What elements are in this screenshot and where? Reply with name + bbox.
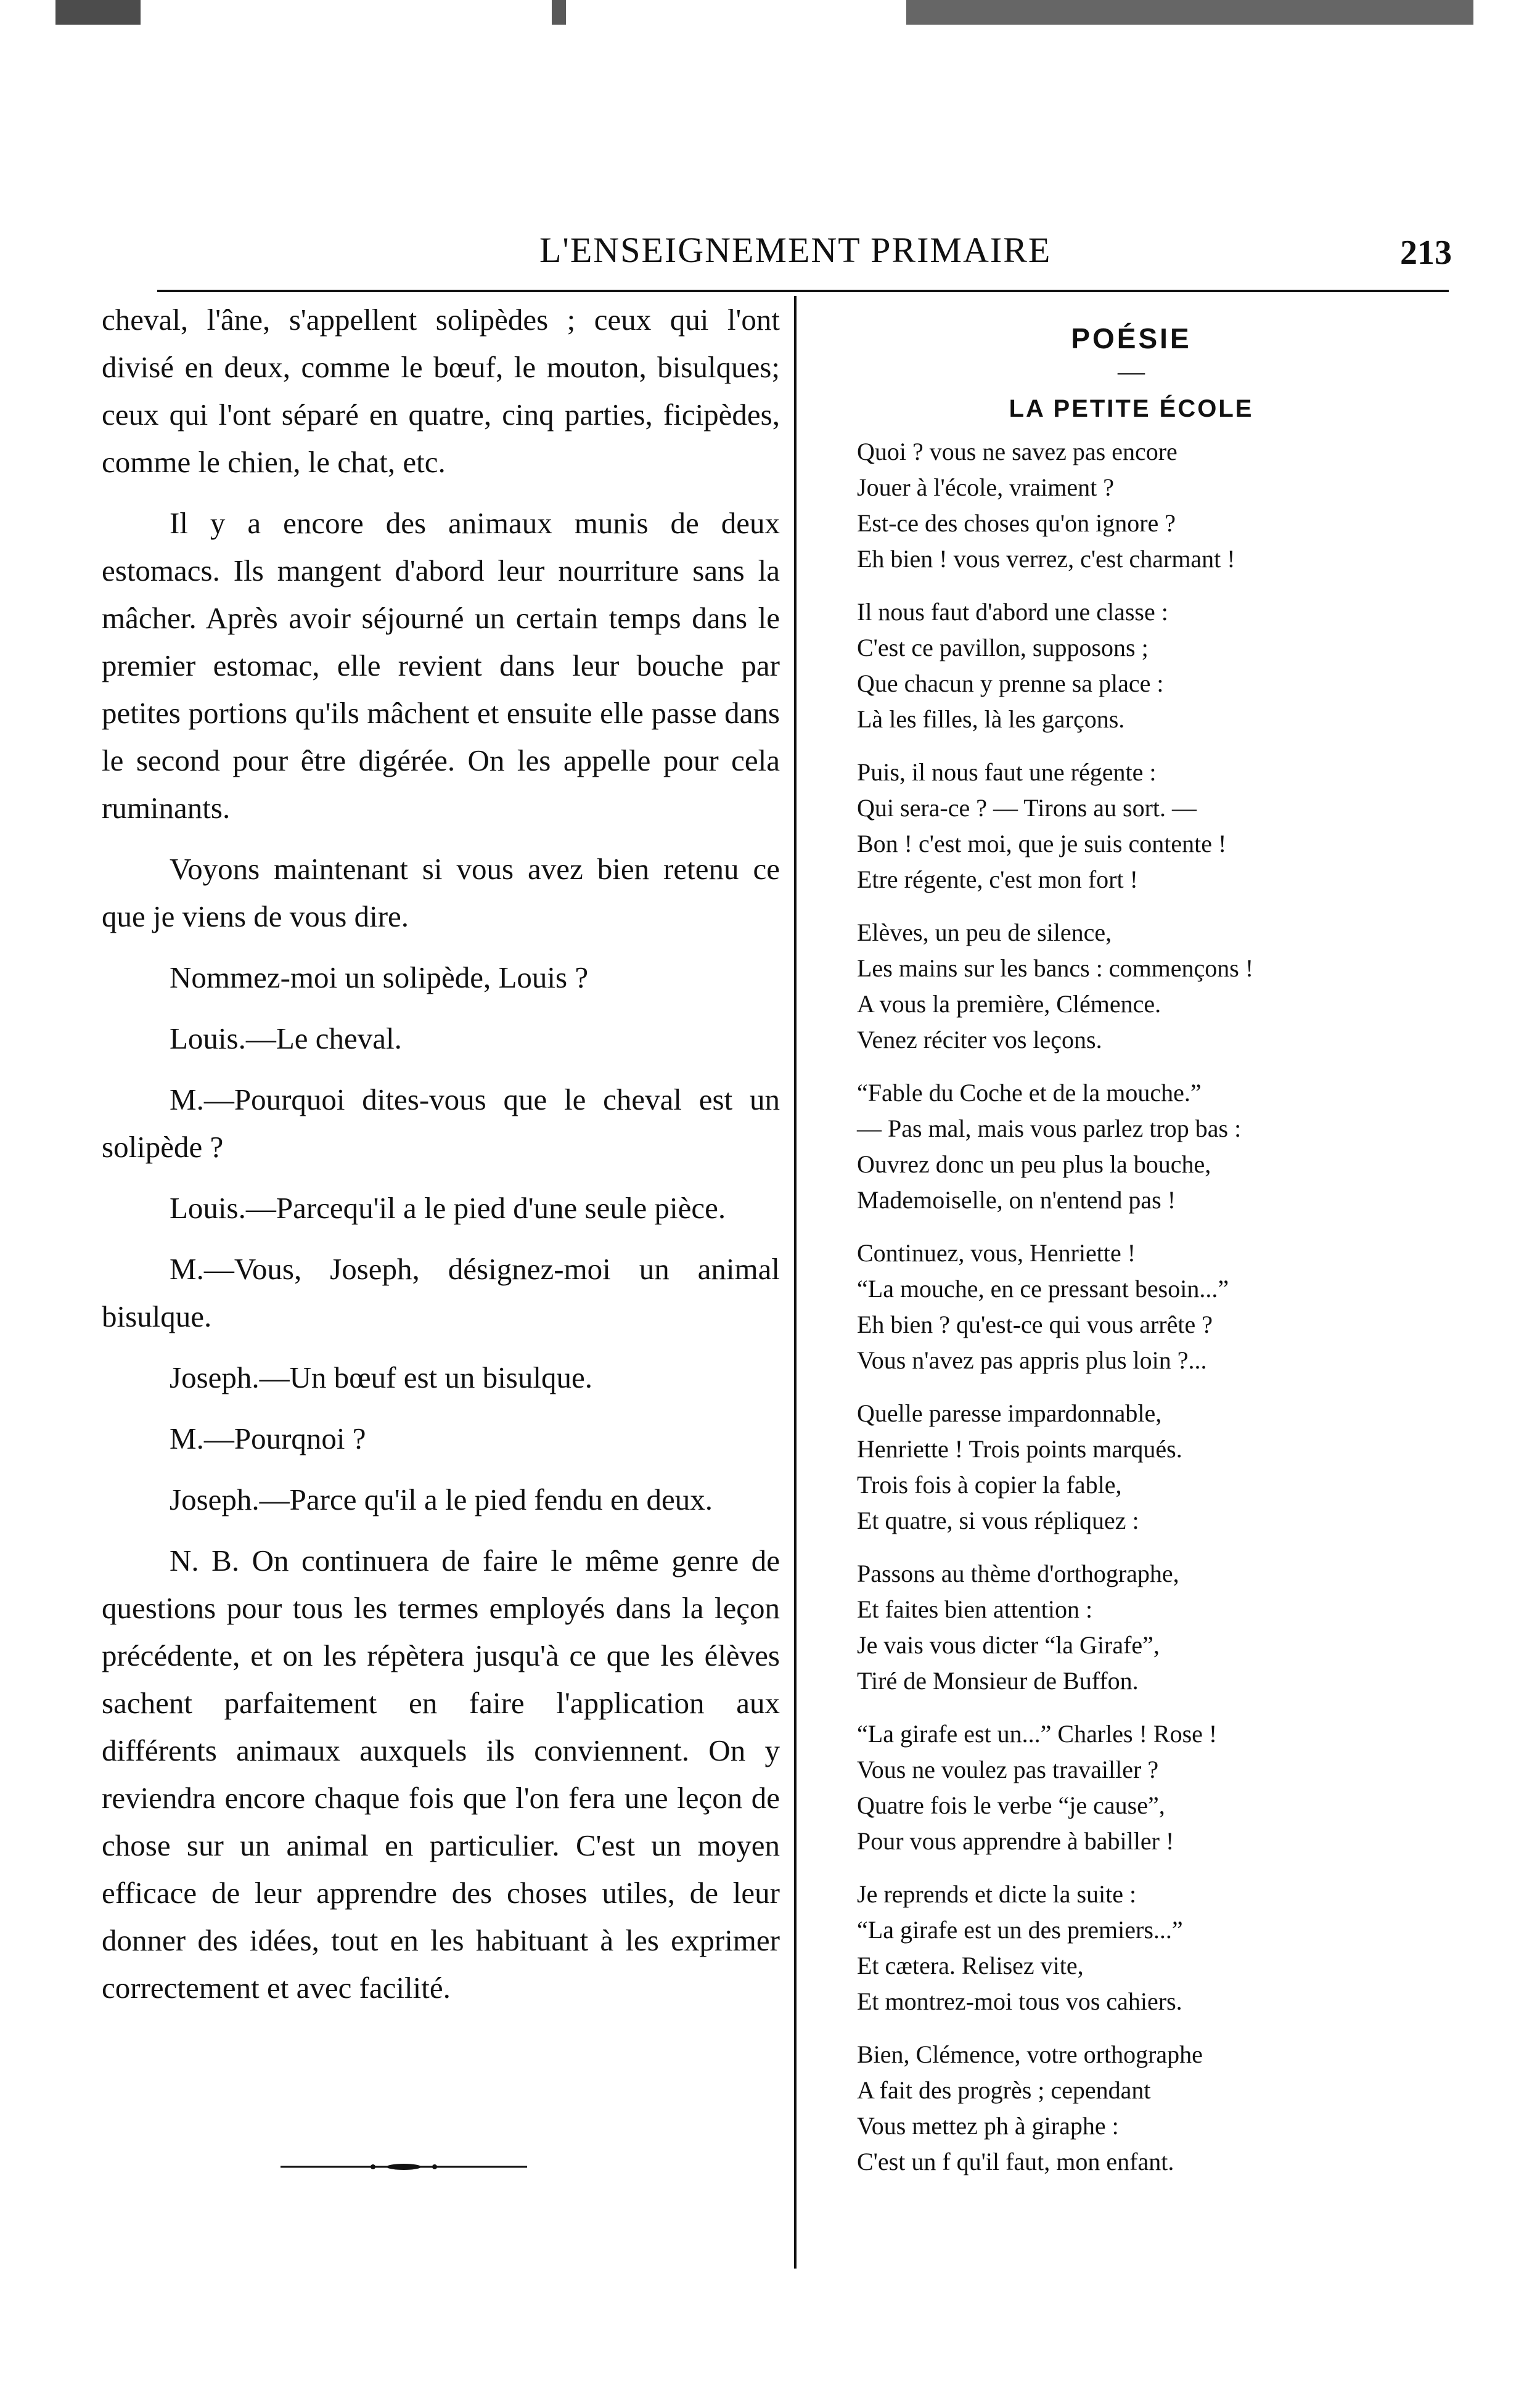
page-header: [157, 229, 1452, 285]
title-dash: —: [1118, 356, 1145, 387]
paragraph-ruminants: Il y a encore des animaux munis de deux estomacs. Ils mangent d'abord leur nourriture sans la mâcher. Après avoir séjourné un certain temps dans le premier estomac, elle revient dans leur bouche par petites portions qu'ils mâchent et ensuite elle passe dans le second pour être digérée. On les appelle pour cela ruminants.: [102, 506, 780, 825]
poem-line: “Fable du Coche et de la mouche.”: [857, 1079, 1202, 1107]
left-column: [102, 296, 780, 2025]
stanza: [857, 434, 1440, 577]
stanza: [857, 1556, 1440, 1699]
question-solipede: Nommez-moi un solipède, Louis ?: [170, 960, 589, 994]
poem-line: Je vais vous dicter “la Girafe”,: [857, 1631, 1160, 1659]
paragraph-voyons: Voyons maintenant si vous avez bien retenu ce que je viens de vous dire.: [102, 852, 780, 933]
question-pourquoi: M.—Pourqnoi ?: [170, 1422, 366, 1455]
poem-line: Et faites bien attention :: [857, 1595, 1093, 1623]
poem-line: Là les filles, là les garçons.: [857, 705, 1125, 733]
question-pourquoi-cheval: M.—Pourquoi dites-vous que le cheval est un solipède ?: [102, 1082, 780, 1164]
poem-line: Passons au thème d'orthographe,: [857, 1560, 1179, 1587]
column-divider: [794, 296, 797, 2269]
poem-line: Et quatre, si vous répliquez :: [857, 1507, 1139, 1534]
stanza: [857, 1396, 1440, 1539]
scan-artifact: [55, 0, 1473, 25]
poem-line: Pour vous apprendre à babiller !: [857, 1827, 1174, 1855]
poem-line: Ouvrez donc un peu plus la bouche,: [857, 1150, 1211, 1178]
journal-title: L'ENSEIGNEMENT PRIMAIRE: [539, 230, 1052, 270]
poem-body: [823, 434, 1440, 2180]
poem-line: A vous la première, Clémence.: [857, 990, 1161, 1018]
poem-line: C'est ce pavillon, supposons ;: [857, 634, 1149, 661]
poem-line: Quoi ? vous ne savez pas encore: [857, 438, 1178, 465]
poem-line: Mademoiselle, on n'entend pas !: [857, 1186, 1176, 1214]
paragraph-nb: N. B. On continuera de faire le même genre de questions pour tous les termes employés dans la leçon précédente, et on les répètera jusqu'à ce que les élèves sachent parfaitement en faire l'application aux différents animaux auxquels ils conviennent. On y reviendra encore chaque fois que l'on fera une leçon de chose sur un animal en particulier. C'est un moyen efficace de leur apprendre des choses utiles, de leur donner des idées, tout en les habituant à les exprimer correctement et avec facilité.: [102, 1544, 780, 2005]
poem-line: Elèves, un peu de silence,: [857, 919, 1112, 946]
poem-line: Bon ! c'est moi, que je suis contente !: [857, 830, 1227, 857]
poem-line: “La mouche, en ce pressant besoin...”: [857, 1275, 1229, 1303]
poem-line: C'est un f qu'il faut, mon enfant.: [857, 2148, 1174, 2175]
section-title: POÉSIE: [1071, 322, 1192, 354]
stanza: [857, 2037, 1440, 2180]
poem-line: Tiré de Monsieur de Buffon.: [857, 1667, 1139, 1695]
answer-louis-1: Louis.—Le cheval.: [170, 1021, 402, 1055]
poem-line: Venez réciter vos leçons.: [857, 1026, 1102, 1054]
answer-joseph-2: Joseph.—Parce qu'il a le pied fendu en deux.: [170, 1483, 713, 1516]
poem-line: Quelle paresse impardonnable,: [857, 1399, 1162, 1427]
answer-louis-2: Louis.—Parcequ'il a le pied d'une seule pièce.: [170, 1191, 726, 1225]
answer-joseph-1: Joseph.—Un bœuf est un bisulque.: [170, 1361, 592, 1394]
poem-line: Et cætera. Relisez vite,: [857, 1952, 1084, 1979]
poem-line: Il nous faut d'abord une classe :: [857, 598, 1168, 626]
poem-line: Puis, il nous faut une régente :: [857, 758, 1157, 786]
poem-line: Quatre fois le verbe “je cause”,: [857, 1791, 1165, 1819]
poem-line: Et montrez-moi tous vos cahiers.: [857, 1987, 1182, 2015]
poem-line: Jouer à l'école, vraiment ?: [857, 473, 1115, 501]
stanza: [857, 1235, 1440, 1378]
poem-title: LA PETITE ÉCOLE: [1009, 395, 1254, 422]
stanza: [857, 755, 1440, 898]
poem-line: Etre régente, c'est mon fort !: [857, 865, 1138, 893]
poem-line: Henriette ! Trois points marqués.: [857, 1435, 1182, 1463]
poem-line: “La girafe est un...” Charles ! Rose !: [857, 1720, 1218, 1748]
poem-line: Est-ce des choses qu'on ignore ?: [857, 509, 1176, 537]
poem-line: Vous n'avez pas appris plus loin ?...: [857, 1346, 1207, 1374]
poem-line: Vous mettez ph à giraphe :: [857, 2112, 1119, 2140]
poem-line: Trois fois à copier la fable,: [857, 1471, 1122, 1499]
stanza: [857, 915, 1440, 1058]
question-joseph: M.—Vous, Joseph, désignez-moi un animal bisulque.: [102, 1252, 780, 1333]
poem-line: Que chacun y prenne sa place :: [857, 669, 1164, 697]
poem-line: Vous ne voulez pas travailler ?: [857, 1756, 1159, 1783]
stanza: [857, 1716, 1440, 1859]
header-rule: [157, 290, 1449, 292]
ornament-divider: [281, 2164, 527, 2170]
right-column: [823, 321, 1440, 2197]
paragraph-continued: cheval, l'âne, s'appellent solipèdes ; ceux qui l'ont divisé en deux, comme le bœuf, le mouton, bisulques; ceux qui l'ont séparé en quatre, cinq parties, ficipèdes, comme le chien, le chat, etc.: [102, 303, 780, 479]
page-number: 213: [1400, 234, 1452, 272]
poem-line: Je reprends et dicte la suite :: [857, 1880, 1137, 1908]
poem-line: Qui sera-ce ? — Tirons au sort. —: [857, 794, 1197, 822]
poem-line: — Pas mal, mais vous parlez trop bas :: [857, 1115, 1242, 1142]
poem-line: “La girafe est un des premiers...”: [857, 1916, 1183, 1944]
poem-line: Les mains sur les bancs : commençons !: [857, 954, 1254, 982]
stanza: [857, 594, 1440, 737]
poem-line: Eh bien ! vous verrez, c'est charmant !: [857, 545, 1235, 573]
poem-line: Continuez, vous, Henriette !: [857, 1239, 1136, 1267]
stanza: [857, 1075, 1440, 1218]
stanza: [857, 1876, 1440, 2019]
poem-line: Eh bien ? qu'est-ce qui vous arrête ?: [857, 1311, 1213, 1338]
poem-line: Bien, Clémence, votre orthographe: [857, 2040, 1203, 2068]
poem-line: A fait des progrès ; cependant: [857, 2076, 1151, 2104]
